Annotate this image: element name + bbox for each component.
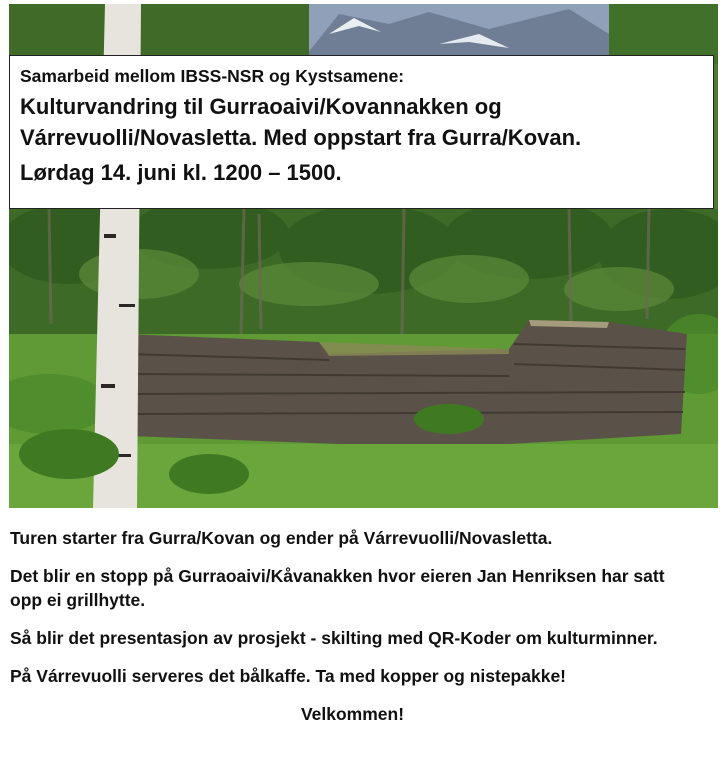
headline-box (9, 55, 714, 209)
paragraph-presentation: Så blir det presentasjon av prosjekt - skilting med QR-Koder om kulturminner. (10, 628, 658, 648)
collaboration-intro: Samarbeid mellom IBSS-NSR og Kystsamene: (20, 66, 405, 86)
paragraph-stop: Det blir en stopp på Gurraoaivi/Kåvanakken hvor eieren Jan Henriksen har satt opp ei grillhytte. (10, 566, 665, 610)
event-description (10, 526, 700, 740)
event-date: Lørdag 14. juni kl. 1200 – 1500. (20, 160, 342, 185)
event-title: Kulturvandring til Gurraoaivi/Kovannakken og Várrevuolli/Novasletta. Med oppstart fra Gurra/Kovan. (20, 94, 582, 150)
welcome-text: Velkommen! (300, 704, 405, 724)
paragraph-route: Turen starter fra Gurra/Kovan og ender på Várrevuolli/Novasletta. (10, 528, 553, 548)
paragraph-coffee: På Várrevuolli serveres det bålkaffe. Ta med kopper og nistepakke! (10, 666, 567, 686)
